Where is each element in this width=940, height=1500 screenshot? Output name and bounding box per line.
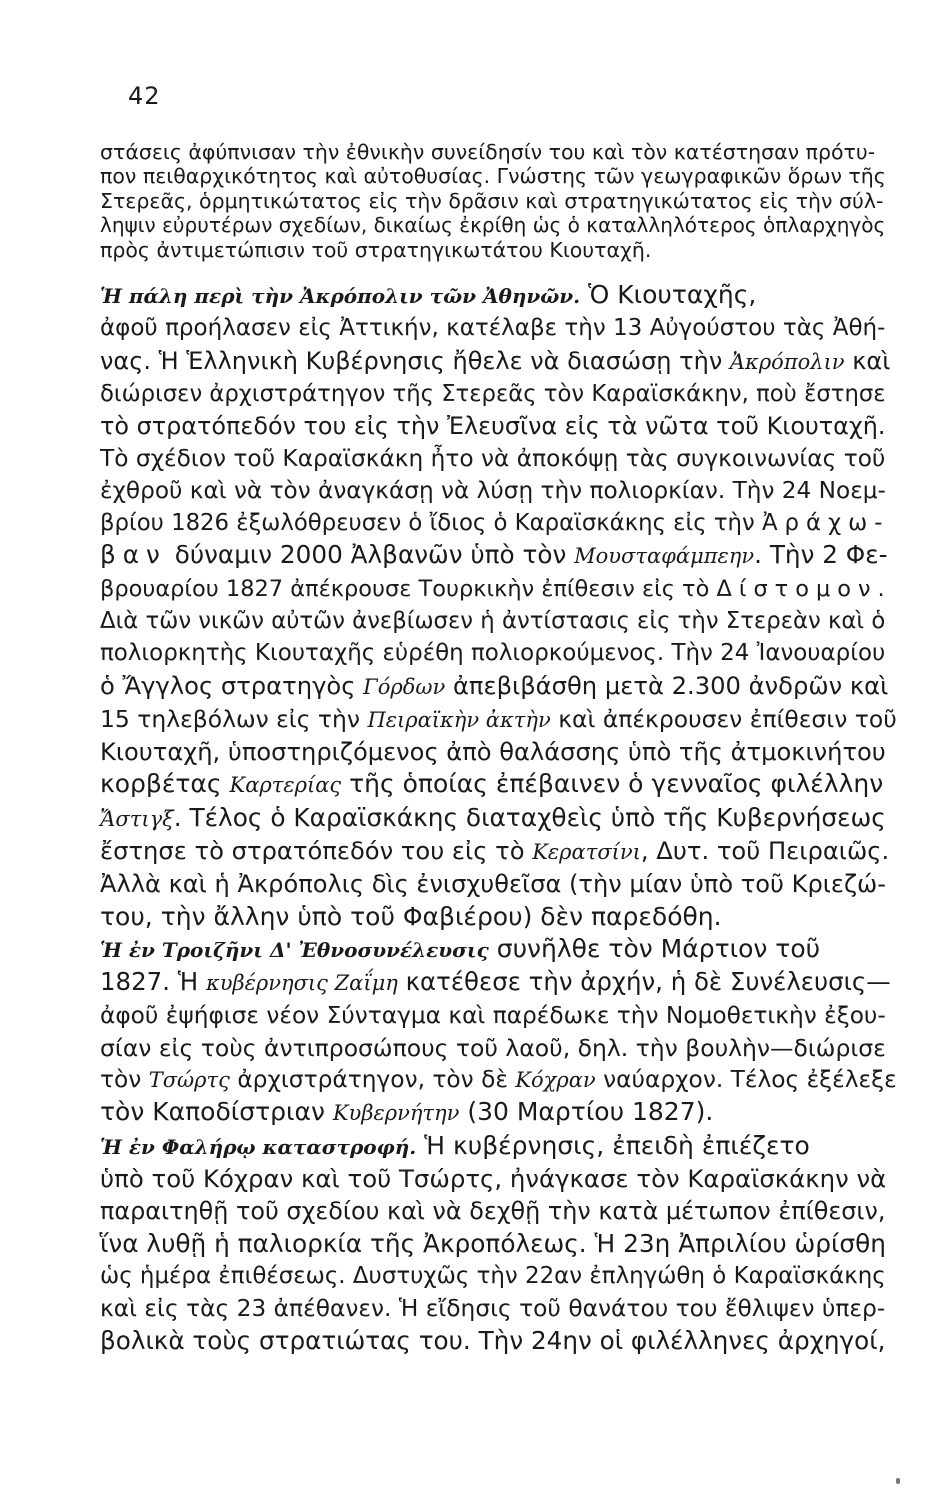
section-heading-troezen: Ἡ ἐν Τροιζῆνι Δ' Ἐθνοσυνέλευσις: [100, 937, 489, 962]
text-line: ληψιν εὐρυτέρων σχεδίων, δικαίως ἐκρίθη ὡς ὁ καταλληλότερος ὁπλαρχηγὸς: [100, 213, 886, 238]
text-line: βαν δύναμιν 2000 Ἀλβανῶν ὑπὸ τὸν Μουσταφάμπεην. Τὴν 2 Φε-: [100, 540, 888, 570]
section-heading-phaleron: Ἡ ἐν Φαλήρῳ καταστροφή.: [100, 1134, 417, 1159]
text-line: βρίου 1826 ἐξωλόθρευσεν ὁ ἴδιος ὁ Καραϊσκάκης εἰς τὴν Ἀράχω-: [100, 510, 890, 537]
text-line: Στερεᾶς, ὁρμητικώτατος εἰς τὴν δρᾶσιν καὶ στρατηγικώτατος εἰς τὴν σύλ-: [100, 188, 884, 213]
text-line: ἀφοῦ ἐψήφισε νέον Σύνταγμα καὶ παρέδωκε τὴν Νομοθετικὴν ἐξου-: [100, 1001, 886, 1029]
text-line: Ἡ πάλη περὶ τὴν Ἀκρόπολιν τῶν Ἀθηνῶν. Ὁ Κιουταχῆς,: [100, 280, 757, 310]
text-line: πολιορκητὴς Κιουταχῆς εὑρέθη πολιορκούμενος. Τὴν 24 Ἰανουαρίου: [100, 640, 886, 667]
text-line: παραιτηθῇ τοῦ σχεδίου καὶ νὰ δεχθῇ τὴν κατὰ μέτωπον ἐπίθεσιν,: [100, 1197, 886, 1226]
text-line: κορβέτας Καρτερίας τῆς ὁποίας ἐπέβαινεν ὁ γενναῖος φιλέλλην: [100, 769, 884, 799]
text-line: ὡς ἡμέρα ἐπιθέσεως. Δυστυχῶς τὴν 22αν ἐπληγώθη ὁ Καραϊσκάκης: [100, 1262, 886, 1289]
text-line: στάσεις ἀφύπνισαν τὴν ἐθνικὴν συνείδησίν του καὶ τὸν κατέστησαν πρότυ-: [100, 140, 876, 164]
text-line: σίαν εἰς τοὺς ἀντιπροσώπους τοῦ λαοῦ, δηλ. τὴν βουλὴν—διώρισε: [100, 1033, 886, 1062]
text-line: βρουαρίου 1827 ἀπέκρουσε Τουρκικὴν ἐπίθεσιν εἰς τὸ Δίστομον.: [100, 575, 892, 602]
text-line: διώρισεν ἀρχιστράτηγον τῆς Στερεᾶς τὸν Καραϊσκάκην, ποὺ ἔστησε: [100, 380, 886, 407]
page-number: 42: [128, 82, 161, 110]
ink-mark: [896, 1478, 900, 1484]
text-line: ἔστησε τὸ στρατόπεδόν του εἰς τὸ Κερατσίνι, Δυτ. τοῦ Πειραιῶς.: [100, 837, 890, 866]
text-line: τὸ στρατόπεδόν του εἰς τὴν Ἐλευσῖνα εἰς τὰ νῶτα τοῦ Κιουταχῆ.: [100, 412, 886, 441]
text-line: Ἀλλὰ καὶ ἡ Ἀκρόπολις δὶς ἐνισχυθεῖσα (τὴν μίαν ὑπὸ τοῦ Κριεζώ-: [100, 870, 886, 899]
text-line: τὸν Τσώρτς ἀρχιστράτηγον, τὸν δὲ Κόχραν ναύαρχον. Τέλος ἐξέλεξε: [100, 1066, 897, 1094]
text-line: Ἡ ἐν Τροιζῆνι Δ' Ἐθνοσυνέλευσις συνῆλθε τὸν Μάρτιον τοῦ: [100, 933, 821, 963]
page-text: [100, 140, 897, 1357]
text-line: πρὸς ἀντιμετώπισιν τοῦ στρατηγικωτάτου Κιουταχῆ.: [100, 237, 652, 262]
text-line: ἵνα λυθῇ ἡ παλιορκία τῆς Ἀκροπόλεως. Ἡ 23η Ἀπριλίου ὡρίσθη: [100, 1228, 886, 1258]
opening-paragraph: [100, 140, 890, 262]
text-line: Ἡ ἐν Φαλήρῳ καταστροφή. Ἡ κυβέρνησις, ἐπειδὴ ἐπιέζετο: [100, 1130, 810, 1160]
text-line: βολικὰ τοὺς στρατιώτας του. Τὴν 24ην οἱ φιλέλληνες ἀρχηγοί,: [100, 1325, 886, 1355]
text-line: καὶ εἰς τὰς 23 ἀπέθανεν. Ἡ εἴδησις τοῦ θανάτου του ἔθλιψεν ὑπερ-: [100, 1294, 886, 1323]
text-line: Τὸ σχέδιον τοῦ Καραϊσκάκη ἦτο νὰ ἀποκόψῃ τὰς συγκοινωνίας τοῦ: [100, 444, 886, 472]
text-line: του, τὴν ἄλλην ὑπὸ τοῦ Φαβιέρου) δὲν παρεδόθη.: [100, 901, 722, 931]
text-line: Διὰ τῶν νικῶν αὐτῶν ἀνεβίωσεν ἡ ἀντίστασις εἰς τὴν Στερεὰν καὶ ὁ: [100, 608, 886, 634]
text-line: ὁ Ἄγγλος στρατηγὸς Γόρδων ἀπεβιβάσθη μετὰ 2.300 ἀνδρῶν καὶ: [100, 671, 889, 700]
text-line: νας. Ἡ Ἑλληνικὴ Κυβέρνησις ἤθελε νὰ διασώσῃ τὴν Ἀκρόπολιν καὶ: [100, 346, 891, 375]
text-line: πον πειθαρχικότητος καὶ αὐτοθυσίας. Γνώστης τῶν γεωγραφικῶν ὅρων τῆς: [100, 164, 886, 189]
section-heading-acropolis: Ἡ πάλη περὶ τὴν Ἀκρόπολιν τῶν Ἀθηνῶν.: [100, 284, 581, 309]
text-line: 1827. Ἡ κυβέρνησις Ζαΐμη κατέθεσε τὴν ἀρχήν, ἡ δὲ Συνέλευσις—: [100, 967, 891, 997]
text-line: ὑπὸ τοῦ Κόχραν καὶ τοῦ Τσώρτς, ἠνάγκασε τὸν Καραϊσκάκην νὰ: [100, 1164, 887, 1194]
text-line: Ἄστιγξ. Τέλος ὁ Καραϊσκάκης διαταχθεὶς ὑπὸ τῆς Κυβερνήσεως: [100, 802, 886, 832]
main-section: [100, 279, 897, 1357]
text-line: ἀφοῦ προήλασεν εἰς Ἀττικήν, κατέλαβε τὴν 13 Αὐγούστου τὰς Ἀθή-: [100, 315, 886, 342]
text-line: τὸν Καποδίστριαν Κυβερνήτην (30 Μαρτίου 1827).: [100, 1097, 714, 1127]
text-line: 15 τηλεβόλων εἰς τὴν Πειραϊκὴν ἀκτὴν καὶ ἀπέκρουσεν ἐπίθεσιν τοῦ: [100, 704, 897, 733]
text-line: ἐχθροῦ καὶ νὰ τὸν ἀναγκάσῃ νὰ λύσῃ τὴν πολιορκίαν. Τὴν 24 Νοεμ-: [100, 476, 886, 504]
text-line: Κιουταχῆ, ὑποστηριζόμενος ἀπὸ θαλάσσης ὑπὸ τῆς ἀτμοκινήτου: [100, 738, 886, 767]
